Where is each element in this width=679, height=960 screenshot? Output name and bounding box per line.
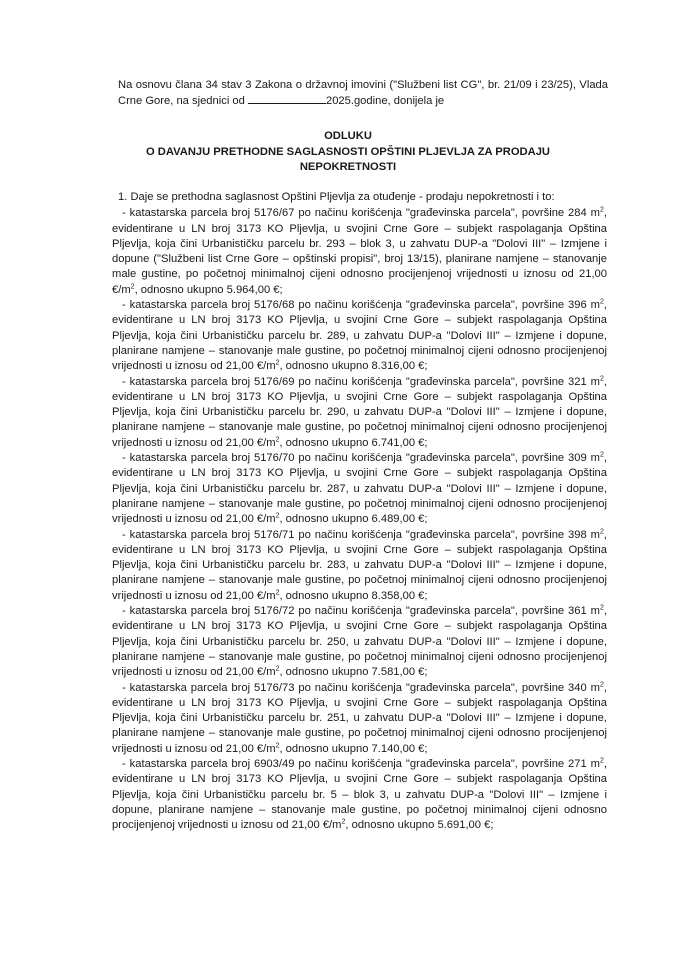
parcel-item-lead: - katastarska parcela broj 6903/49 po načinu korišćenja "građevinska parcela", površine 271 m: [122, 757, 600, 770]
parcel-item-total: , odnosno ukupno 6.489,00 €;: [279, 513, 428, 526]
parcel-item: [112, 528, 607, 604]
parcel-item-lead: - katastarska parcela broj 5176/70 po načinu korišćenja "građevinska parcela", površine 309 m: [122, 452, 600, 465]
parcel-item: [112, 375, 607, 451]
parcel-item: [112, 298, 607, 374]
superscript: 2: [275, 665, 280, 673]
parcel-item: [112, 451, 607, 527]
parcel-item: [112, 757, 607, 833]
parcel-item-lead: - katastarska parcela broj 5176/68 po načinu korišćenja "građevinska parcela", površine 396 m: [122, 299, 600, 312]
superscript: 2: [275, 741, 280, 749]
superscript: 2: [599, 298, 604, 306]
title-line-1: ODLUKU: [324, 130, 372, 142]
parcel-item-lead: - katastarska parcela broj 5176/69 po načinu korišćenja "građevinska parcela", površine 321 m: [122, 375, 600, 388]
superscript: 2: [275, 436, 280, 444]
superscript: 2: [599, 374, 604, 382]
parcel-item-rest: , evidentirane u LN broj 3173 KO Pljevlja, u svojini Crne Gore – subjekt raspolaganja Opština Pljevlja, koja čini Urbanističku parcelu br. 283, u zahvatu DUP-a "Dolovi III" – Izmjene i dopune, planirane namjene – stanovanje male gustine, po početnoj minimalnoj cijeni odnosno procijenjenoj vrijednosti u iznosu od 21,00 €/m: [112, 528, 607, 602]
parcel-item-total: , odnosno ukupno 6.741,00 €;: [279, 436, 428, 449]
parcel-item: [112, 206, 607, 298]
parcel-item-rest: , evidentirane u LN broj 3173 KO Pljevlja, u svojini Crne Gore – subjekt raspolaganja Opština Pljevlja, koja čini Urbanističku parcelu br. 251, u zahvatu DUP-a "Dolovi III" – Izmjene i dopune, planirane namjene – stanovanje male gustine, po početnoj minimalnoj cijeni odnosno procijenjenoj vrijednosti u iznosu od 21,00 €/m: [112, 681, 607, 755]
preamble-text-end: 2025.godine, donijela je: [325, 95, 445, 108]
parcel-item-lead: - katastarska parcela broj 5176/72 po načinu korišćenja "građevinska parcela", površine 361 m: [122, 605, 600, 618]
parcel-item-total: , odnosno ukupno 5.691,00 €;: [345, 819, 494, 832]
parcel-item-rest: , evidentirane u LN broj 3173 KO Pljevlja, u svojini Crne Gore – subjekt raspolaganja Opština Pljevlja, koja čini Urbanističku parcelu br. 287, u zahvatu DUP-a "Dolovi III" – Izmjene i dopune, planirane namjene – stanovanje male gustine, po početnoj minimalnoj cijeni odnosno procijenjenoj vrijednosti u iznosu od 21,00 €/m: [112, 452, 607, 526]
parcel-item-total: , odnosno ukupno 7.140,00 €;: [279, 742, 428, 755]
decision-body: [112, 190, 607, 833]
superscript: 2: [275, 588, 280, 596]
parcel-item-lead: - katastarska parcela broj 5176/67 po načinu korišćenja "građevinska parcela", površine 284 m: [122, 207, 600, 220]
parcel-item-total: , odnosno ukupno 8.316,00 €;: [279, 360, 428, 373]
parcel-item-lead: - katastarska parcela broj 5176/73 po načinu korišćenja "građevinska parcela", površine 340 m: [122, 681, 600, 694]
superscript: 2: [599, 206, 604, 214]
title-line-3: NEPOKRETNOSTI: [299, 161, 397, 173]
superscript: 2: [130, 283, 135, 291]
parcel-item-total: , odnosno ukupno 7.581,00 €;: [279, 666, 428, 679]
parcel-item-total: , odnosno ukupno 5.964,00 €;: [134, 283, 283, 296]
preamble-text-start: Na osnovu člana 34 stav 3 Zakona o državnoj imovini ("Službeni list CG", br. 21/09 i 23/25), Vlada Crne Gore, na sjednici od: [118, 79, 608, 108]
superscript: 2: [599, 680, 604, 688]
superscript: 2: [275, 359, 280, 367]
superscript: 2: [599, 451, 604, 459]
date-blank-line: [248, 93, 326, 104]
parcel-item-rest: , evidentirane u LN broj 3173 KO Pljevlja, u svojini Crne Gore – subjekt raspolaganja Opština Pljevlja, koja čini Urbanističku parcelu br. 289, u zahvatu DUP-a "Dolovi III" – Izmjene i dopune, planirane namjene – stanovanje male gustine, po početnoj minimalnoj cijeni odnosno procijenjenoj vrijednosti u iznosu od 21,00 €/m: [112, 299, 607, 373]
parcel-item: [112, 604, 607, 680]
decision-title: [100, 129, 596, 176]
parcel-item-rest: , evidentirane u LN broj 3173 KO Pljevlja, u svojini Crne Gore – subjekt raspolaganja Opština Pljevlja, koja čini Urbanističku parcelu br. 250, u zahvatu DUP-a "Dolovi III" – Izmjene i dopune, planirane namjene – stanovanje male gustine, po početnoj minimalnoj cijeni odnosno procijenjenoj vrijednosti u iznosu od 21,00 €/m: [112, 605, 607, 679]
point-1-text: 1. Daje se prethodna saglasnost Opštini Pljevlja za otuđenje - prodaju nepokretnosti i to:: [118, 191, 555, 203]
superscript: 2: [599, 527, 604, 535]
superscript: 2: [275, 512, 280, 520]
parcel-item-total: , odnosno ukupno 8.358,00 €;: [279, 589, 428, 602]
parcel-item: [112, 681, 607, 757]
parcel-item-lead: - katastarska parcela broj 5176/71 po načinu korišćenja "građevinska parcela", površine 398 m: [122, 528, 600, 541]
superscript: 2: [341, 818, 346, 826]
parcel-item-rest: , evidentirane u LN broj 3173 KO Pljevlja, u svojini Crne Gore – subjekt raspolaganja Opština Pljevlja, koja čini Urbanističku parcelu br. 5 – blok 3, u zahvatu DUP-a "Dolovi III" – Izmjene i dopune, planirane namjene – stanovanje male gustine, po početnoj minimalnoj cijeni odnosno procijenjenoj vrijednosti u iznosu od 21,00 €/m: [112, 757, 607, 832]
parcel-item-rest: , evidentirane u LN broj 3173 KO Pljevlja, u svojini Crne Gore – subjekt raspolaganja Opština Pljevlja, koja čini Urbanističku parcelu br. 293 – blok 3, u zahvatu DUP-a "Dolovi III" – Izmjene i dopune ("Službeni list Crne Gore – opštinski propisi", broj 13/15), planirane namjene – stanovanje male gustine, po početnoj minimalnoj cijeni odnosno procijenjenoj vrijednosti u iznosu od 21,00 €/m: [112, 207, 607, 296]
parcel-item-rest: , evidentirane u LN broj 3173 KO Pljevlja, u svojini Crne Gore – subjekt raspolaganja Opština Pljevlja, koja čini Urbanističku parcelu br. 290, u zahvatu DUP-a "Dolovi III" – Izmjene i dopune, planirane namjene – stanovanje male gustine, po početnoj minimalnoj cijeni odnosno procijenjenoj vrijednosti u iznosu od 21,00 €/m: [112, 375, 607, 449]
superscript: 2: [599, 604, 604, 612]
preamble: [118, 78, 608, 110]
superscript: 2: [599, 757, 604, 765]
title-line-2: O DAVANJU PRETHODNE SAGLASNOSTI OPŠTINI PLJEVLJA ZA PRODAJU: [145, 145, 551, 158]
